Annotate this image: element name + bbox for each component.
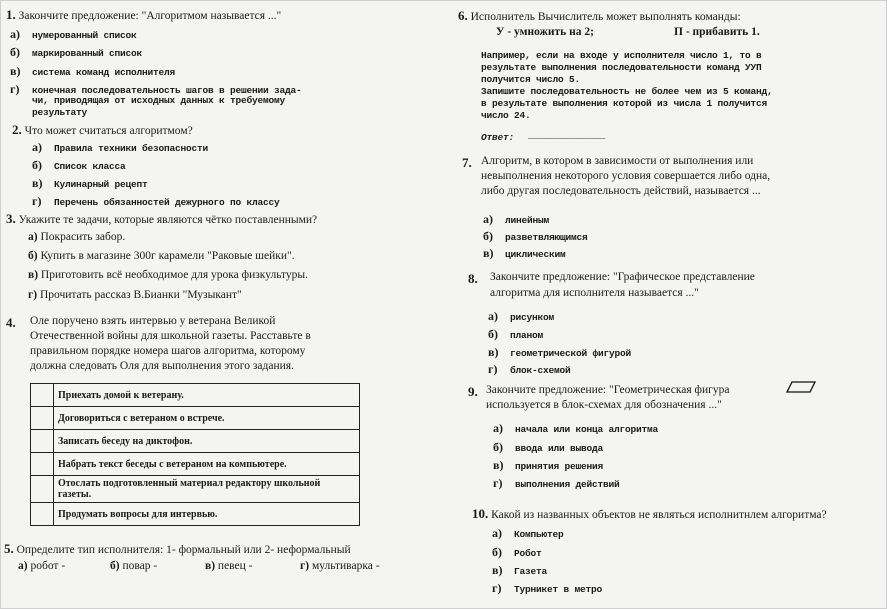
step-order-cell[interactable] [31,503,54,526]
q2-option-c[interactable]: в) Кулинарный рецепт [32,176,148,190]
q6-para-line5: в результате выполнения которой из числа 1 получится [481,98,768,109]
step-text: Отослать подготовленный материал редактору школьной газеты. [54,476,360,503]
q9-option-d[interactable]: г) выполнения действий [493,476,620,490]
step-text: Продумать вопросы для интервью. [54,503,360,526]
q7-text-line2: невыполнения некоторого условия совершается либо одна, [481,170,771,182]
q9-text-line2: используется в блок-схемах для обозначения ..." [486,399,722,411]
q8-option-b[interactable]: б) планом [488,327,544,341]
step-order-cell[interactable] [31,430,54,453]
table-row [31,453,360,476]
q9-option-c[interactable]: в) принятия решения [493,458,604,472]
q1-number: 1. [6,7,16,22]
q2-question: 2. Что может считаться алгоритмом? [12,122,193,137]
q6-para-line4: Запишите последовательность не более чем из 5 команд, [481,86,773,97]
q7-option-c[interactable]: в) циклическим [483,246,566,260]
q4-number: 4. [6,315,16,330]
q4-text-line2: Отечественной войны для школьной газеты. Расставьте в [30,330,311,342]
q1-option-d-line2: чи, приводящая от исходных данных к требуемому [32,95,286,106]
q6-para-line3: получится число 5. [481,74,581,85]
q6-para-line6: число 24. [481,110,531,121]
step-text: Договориться с ветераном о встрече. [54,407,360,430]
q6-command-1: У - умножить на 2; [496,26,594,38]
q5-option-d[interactable]: г) мультиварка - [300,560,380,572]
q8-text-line2: алгоритма для исполнителя называется ..." [490,287,699,299]
q7-text-line3: либо другая последовательность действий, называется ... [481,185,761,197]
q6-command-2: П - прибавить 1. [674,26,760,38]
q8-number: 8. [468,271,478,286]
q3-option-a[interactable]: а) Покрасить забор. [28,231,126,243]
q8-option-a[interactable]: а) рисунком [488,309,555,323]
q3-option-d[interactable]: г) Прочитать рассказ В.Бианки "Музыкант" [28,289,242,301]
q8-option-c[interactable]: в) геометрической фигурой [488,345,632,359]
q5-option-a[interactable]: а) робот - [18,560,66,572]
table-row [31,476,360,503]
q7-option-a[interactable]: а) линейным [483,212,550,226]
q2-option-b[interactable]: б) Список класса [32,158,126,172]
q1-option-c[interactable]: в) система команд исполнителя [10,64,176,78]
q8-option-d[interactable]: г) блок-схемой [488,362,571,376]
q2-option-d[interactable]: г) Перечень обязанностей дежурного по классу [32,194,280,208]
q8-text-line1: Закончите предложение: "Графическое представление [490,271,755,283]
q4-text-line4: должна следовать Оля для выполнения этого задания. [30,360,294,372]
q6-answer-label: Ответ: [481,132,515,143]
table-row [31,430,360,453]
q7-text-line1: Алгоритм, в котором в зависимости от выполнения или [481,155,754,167]
steps-table [30,383,360,526]
q9-text-line1: Закончите предложение: "Геометрическая фигура [486,384,730,396]
table-row [31,384,360,407]
q5-option-b[interactable]: б) повар - [110,560,158,572]
q5-option-c[interactable]: в) певец - [205,560,253,572]
table-row [31,503,360,526]
q10-option-b[interactable]: б) Робот [492,545,542,559]
q3-option-c[interactable]: в) Приготовить всё необходимое для урока физкультуры. [28,269,308,281]
q10-option-c[interactable]: в) Газета [492,563,548,577]
table-row [31,407,360,430]
q1-text: Закончите предложение: "Алгоритмом называется ..." [18,10,282,22]
q1-option-d[interactable]: г) конечная последовательность шагов в решении зада- [10,82,302,96]
step-order-cell[interactable] [31,384,54,407]
q6-answer-field[interactable]: ______________ [528,130,606,141]
q1-option-d-line3: результату [32,107,88,118]
q9-option-a[interactable]: а) начала или конца алгоритма [493,421,659,435]
q5-question: 5. Определите тип исполнителя: 1- формальный или 2- неформальный [4,541,351,556]
q4-text-line1: Оле поручено взять интервью у ветерана Великой [30,315,276,327]
q1-question [6,7,281,23]
step-text: Набрать текст беседы с ветераном на компьютере. [54,453,360,476]
q1-option-a[interactable]: а) нумерованный список [10,27,137,41]
q6-question: 6. Исполнитель Вычислитель может выполнять команды: [458,8,741,23]
q3-option-b[interactable]: б) Купить в магазине 300г карамели "Раковые шейки". [28,250,295,262]
q10-option-d[interactable]: г) Турникет в метро [492,581,603,595]
q6-para-line1: Например, если на входе у исполнителя число 1, то в [481,50,762,61]
step-order-cell[interactable] [31,476,54,503]
q9-option-b[interactable]: б) ввода или вывода [493,440,604,454]
q10-question: 10. Какой из названных объектов не являться исполнитнлем алгоритма? [472,506,827,521]
q2-option-a[interactable]: а) Правила техники безопасности [32,140,209,154]
q7-number: 7. [462,155,472,170]
q1-option-b[interactable]: б) маркированный список [10,45,143,59]
step-order-cell[interactable] [31,453,54,476]
step-text: Записать беседу на диктофон. [54,430,360,453]
q4-text-line3: правильном порядке номера шагов алгоритма, которому [30,345,306,357]
step-order-cell[interactable] [31,407,54,430]
step-text: Приехать домой к ветерану. [54,384,360,407]
q6-para-line2: результате выполнения последовательности команд УУП [481,62,762,73]
q7-option-b[interactable]: б) разветвляющимся [483,229,588,243]
q10-option-a[interactable]: а) Компьютер [492,526,564,540]
q3-question: 3. Укажите те задачи, которые являются чётко поставленными? [6,211,318,226]
parallelogram-icon [786,381,816,393]
q9-number: 9. [468,384,478,399]
